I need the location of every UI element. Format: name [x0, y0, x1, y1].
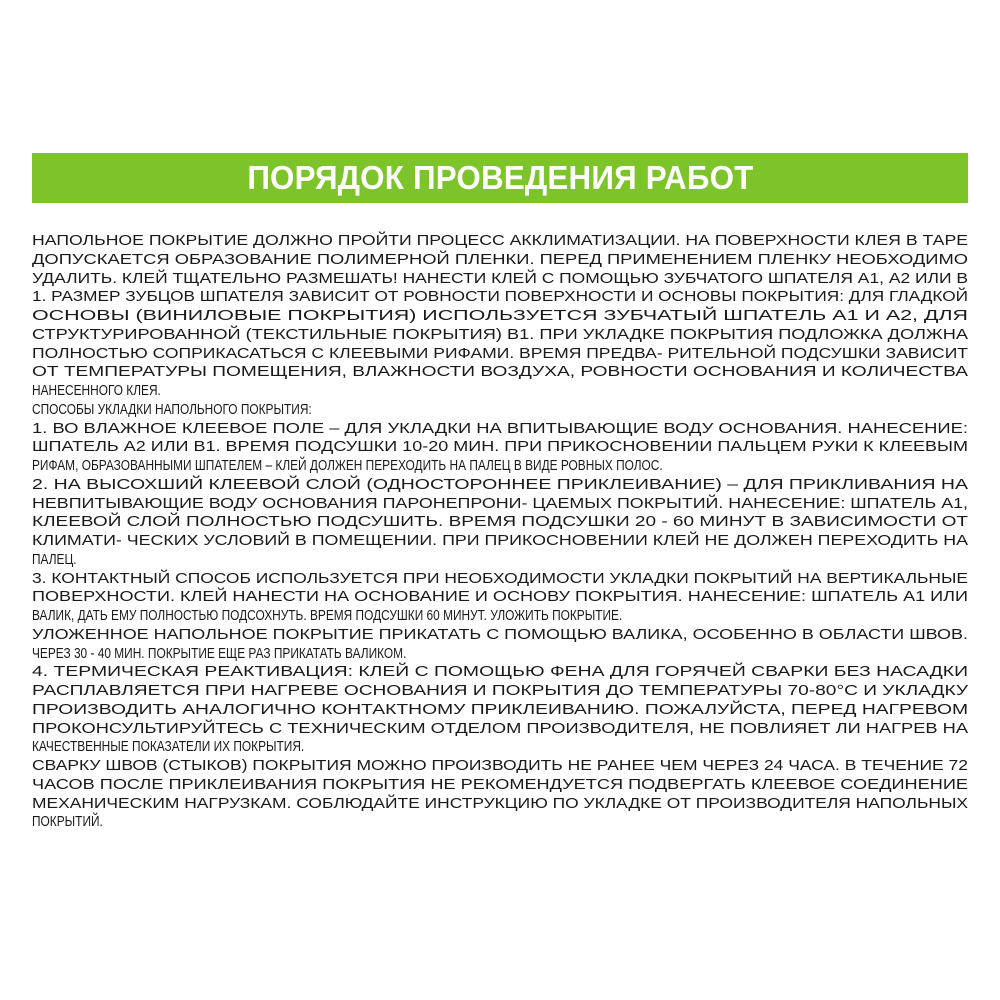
- text-line: [32, 645, 968, 664]
- text-line-content: РИФАМ, ОБРАЗОВАННЫМИ ШПАТЕЛЕМ – КЛЕЙ ДОЛЖЕН ПЕРЕХОДИТЬ НА ПАЛЕЦ В ВИДЕ РОВНЫХ ПОЛОС.: [32, 458, 663, 474]
- text-line: [32, 607, 968, 626]
- text-line: [32, 457, 968, 476]
- text-line-content: НАПОЛЬНОЕ ПОКРЫТИЕ ДОЛЖНО ПРОЙТИ ПРОЦЕСС АККЛИМАТИЗАЦИИ. НА ПОВЕРХНОСТИ КЛЕЯ В ТАРЕ: [32, 233, 968, 249]
- paragraph: [32, 663, 968, 757]
- text-line: [32, 738, 968, 757]
- text-line: [32, 776, 968, 795]
- text-line-content: 4. ТЕРМИЧЕСКАЯ РЕАКТИВАЦИЯ: КЛЕЙ С ПОМОЩЬЮ ФЕНА ДЛЯ ГОРЯЧЕЙ СВАРКИ БЕЗ НАСАДКИ: [32, 664, 968, 681]
- text-line: [32, 513, 968, 532]
- text-line-content: 2. НА ВЫСОХШИЙ КЛЕЕВОЙ СЛОЙ (ОДНОСТОРОННЕЕ ПРИКЛЕИВАНИЕ) – ДЛЯ ПРИКЛИВАНИЯ НА: [32, 476, 968, 493]
- text-line: [32, 813, 968, 832]
- text-line: [32, 495, 968, 514]
- text-line-content: ВАЛИК, ДАТЬ ЕМУ ПОЛНОСТЬЮ ПОДСОХНУТЬ. ВРЕМЯ ПОДСУШКИ 60 МИНУТ. УЛОЖИТЬ ПОКРЫТИЕ.: [32, 608, 623, 624]
- text-line-content: ПРОИЗВОДИТЬ АНАЛОГИЧНО КОНТАКТНОМУ ПРИКЛЕИВАНИЮ. ПОЖАЛУЙСТА, ПЕРЕД НАГРЕВОМ: [32, 701, 968, 718]
- text-line: [32, 232, 968, 251]
- text-line-content: ПРОКОНСУЛЬТИРУЙТЕСЬ С ТЕХНИЧЕСКИМ ОТДЕЛОМ ПРОИЗВОДИТЕЛЯ, НЕ ПОВЛИЯЕТ ЛИ НАГРЕВ НА: [32, 720, 968, 737]
- text-line: [32, 720, 968, 739]
- paragraph: [32, 232, 968, 401]
- text-line-content: УЛОЖЕННОЕ НАПОЛЬНОЕ ПОКРЫТИЕ ПРИКАТАТЬ С ПОМОЩЬЮ ВАЛИКА, ОСОБЕННО В ОБЛАСТИ ШВОВ.: [32, 626, 968, 643]
- text-line: [32, 345, 968, 364]
- text-line-content: КЛЕЕВОЙ СЛОЙ ПОЛНОСТЬЮ ПОДСУШИТЬ. ВРЕМЯ ПОДСУШКИ 20 - 60 МИНУТ В ЗАВИСИМОСТИ ОТ: [32, 514, 969, 531]
- text-line-content: МЕХАНИЧЕСКИМ НАГРУЗКАМ. СОБЛЮДАЙТЕ ИНСТРУКЦИЮ ПО УКЛАДКЕ ОТ ПРОИЗВОДИТЕЛЯ НАПОЛЬНЫХ: [32, 795, 968, 812]
- text-line-content: УДАЛИТЬ. КЛЕЙ ТЩАТЕЛЬНО РАЗМЕШАТЬ! НАНЕСТИ КЛЕЙ С ПОМОЩЬЮ ЗУБЧАТОГО ШПАТЕЛЯ А1, А2 ИЛИ В: [32, 270, 968, 287]
- text-line: [32, 701, 968, 720]
- text-line-content: ЧАСОВ ПОСЛЕ ПРИКЛЕИВАНИЯ ПОКРЫТИЯ НЕ РЕКОМЕНДУЕТСЯ ПОДВЕРГАТЬ КЛЕЕВОЕ СОЕДИНЕНИЕ: [32, 776, 968, 793]
- text-line: [32, 288, 968, 307]
- text-line: [32, 757, 968, 776]
- text-line-content: КЛИМАТИ- ЧЕСКИХ УСЛОВИЙ В ПОМЕЩЕНИИ. ПРИ ПРИКОСНОВЕНИИ КЛЕЙ НЕ ДОЛЖЕН ПЕРЕХОДИТЬ НА: [32, 533, 969, 549]
- text-line-content: 1. РАЗМЕР ЗУБЦОВ ШПАТЕЛЯ ЗАВИСИТ ОТ РОВНОСТИ ПОВЕРХНОСТИ И ОСНОВЫ ПОКРЫТИЯ: ДЛЯ ГЛАДКОЙ: [32, 289, 968, 306]
- text-line-content: РАСПЛАВЛЯЕТСЯ ПРИ НАГРЕВЕ ОСНОВАНИЯ И ПОКРЫТИЯ ДО ТЕМПЕРАТУРЫ 70-80°С И УКЛАДКУ: [32, 683, 968, 699]
- text-line-content: ОТ ТЕМПЕРАТУРЫ ПОМЕЩЕНИЯ, ВЛАЖНОСТИ ВОЗДУХА, РОВНОСТИ ОСНОВАНИЯ И КОЛИЧЕСТВА: [32, 364, 968, 381]
- text-line-content: ПОКРЫТИЙ.: [32, 814, 103, 831]
- text-line-content: ПОВЕРХНОСТИ. КЛЕЙ НАНЕСТИ НА ОСНОВАНИЕ И ОСНОВУ ПОКРЫТИЯ. НАНЕСЕНИЕ: ШПАТЕЛЬ А1 ИЛИ: [32, 589, 968, 606]
- text-line: [32, 251, 968, 270]
- text-line: [32, 401, 968, 420]
- text-line-content: СВАРКУ ШВОВ (СТЫКОВ) ПОКРЫТИЯ МОЖНО ПРОИЗВОДИТЬ НЕ РАНЕЕ ЧЕМ ЧЕРЕЗ 24 ЧАСА. В ТЕЧЕНИЕ 72: [32, 758, 968, 774]
- text-line-content: ОСНОВЫ (ВИНИЛОВЫЕ ПОКРЫТИЯ) ИСПОЛЬЗУЕТСЯ ЗУБЧАТЫЙ ШПАТЕЛЬ А1 И А2, ДЛЯ: [32, 308, 968, 324]
- text-line-content: ЧЕРЕЗ 30 - 40 МИН. ПОКРЫТИЕ ЕЩЕ РАЗ ПРИКАТАТЬ ВАЛИКОМ.: [32, 645, 407, 662]
- text-line: [32, 363, 968, 382]
- text-line-content: ПАЛЕЦ.: [32, 551, 77, 568]
- paragraph: [32, 570, 968, 626]
- text-line-content: 3. КОНТАКТНЫЙ СПОСОБ ИСПОЛЬЗУЕТСЯ ПРИ НЕОБХОДИМОСТИ УКЛАДКИ ПОКРЫТИЙ НА ВЕРТИКАЛЬНЫЕ: [32, 570, 968, 587]
- paragraph: [32, 476, 968, 570]
- title-banner: [32, 153, 968, 203]
- text-line: [32, 795, 968, 814]
- paragraph: [32, 420, 968, 476]
- text-line: [32, 270, 968, 289]
- text-line-content: ШПАТЕЛЬ А2 ИЛИ В1. ВРЕМЯ ПОДСУШКИ 10-20 МИН. ПРИ ПРИКОСНОВЕНИИ ПАЛЬЦЕМ РУКИ К КЛЕЕВЫМ: [32, 439, 968, 456]
- page-title: ПОРЯДОК ПРОВЕДЕНИЯ РАБОТ: [246, 159, 754, 196]
- text-line: [32, 532, 968, 551]
- paragraph: [32, 757, 968, 832]
- text-line: [32, 307, 968, 326]
- text-line-content: ПОЛНОСТЬЮ СОПРИКАСАТЬСЯ С КЛЕЕВЫМИ РИФАМИ. ВРЕМЯ ПРЕДВА- РИТЕЛЬНОЙ ПОДСУШКИ ЗАВИСИТ: [32, 345, 968, 362]
- text-line: [32, 438, 968, 457]
- text-line: [32, 663, 968, 682]
- text-line: [32, 570, 968, 589]
- text-line: [32, 682, 968, 701]
- instructions-text: [32, 232, 968, 832]
- text-line-content: ДОПУСКАЕТСЯ ОБРАЗОВАНИЕ ПОЛИМЕРНОЙ ПЛЕНКИ. ПЕРЕД ПРИМЕНЕНИЕМ ПЛЕНКУ НЕОБХОДИМО: [32, 251, 968, 268]
- text-line-content: СТРУКТУРИРОВАННОЙ (ТЕКСТИЛЬНЫЕ ПОКРЫТИЯ) В1. ПРИ УКЛАДКЕ ПОКРЫТИЯ ПОДЛОЖКА ДОЛЖНА: [32, 326, 968, 343]
- text-line: [32, 588, 968, 607]
- text-line-content: 1. ВО ВЛАЖНОЕ КЛЕЕВОЕ ПОЛЕ – ДЛЯ УКЛАДКИ НА ВПИТЫВАЮЩИЕ ВОДУ ОСНОВАНИЯ. НАНЕСЕНИЕ:: [32, 420, 968, 437]
- text-line-content: НАНЕСЕННОГО КЛЕЯ.: [32, 383, 161, 399]
- paragraph: [32, 626, 968, 664]
- text-line-content: КАЧЕСТВЕННЫЕ ПОКАЗАТЕЛИ ИХ ПОКРЫТИЯ.: [32, 739, 305, 756]
- text-line: [32, 551, 968, 570]
- text-line: [32, 326, 968, 345]
- text-line-content: СПОСОБЫ УКЛАДКИ НАПОЛЬНОГО ПОКРЫТИЯ:: [32, 401, 312, 418]
- text-line: [32, 382, 968, 401]
- paragraph: [32, 401, 968, 420]
- text-line-content: НЕВПИТЫВАЮЩИЕ ВОДУ ОСНОВАНИЯ ПАРОНЕПРОНИ- ЦАЕМЫХ ПОКРЫТИЙ. НАНЕСЕНИЕ: ШПАТЕЛЬ А1,: [32, 495, 968, 512]
- text-line: [32, 626, 968, 645]
- text-line: [32, 420, 968, 439]
- text-line: [32, 476, 968, 495]
